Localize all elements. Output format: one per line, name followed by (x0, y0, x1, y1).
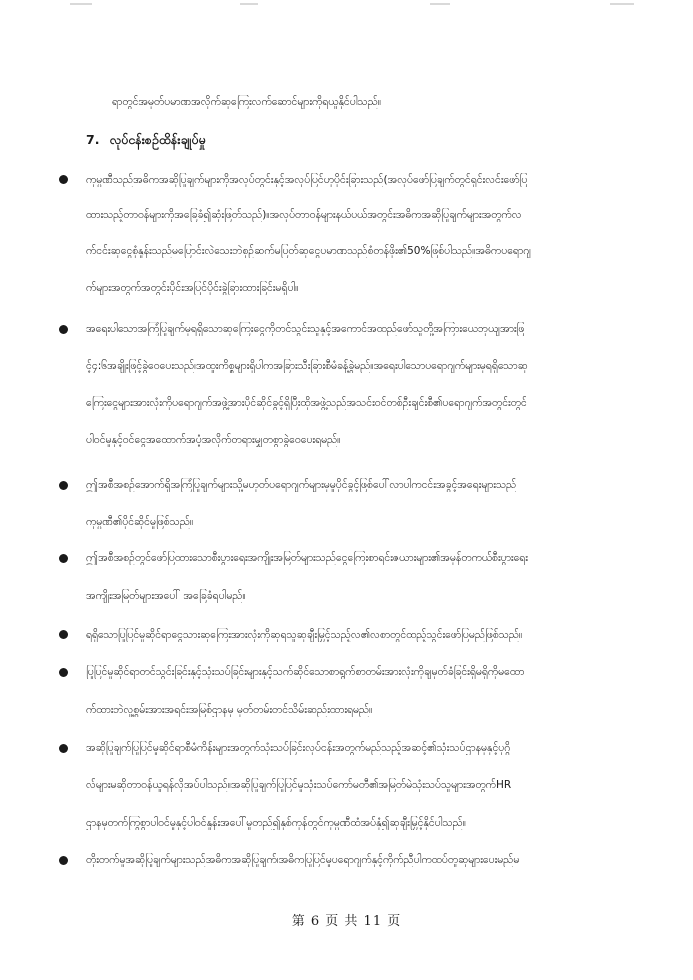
text-line: ပြုပြင်မှုဆိုင်ရာတင်သွင်းခြင်းနှင့်သုံးသပ်ခြင်းများနှင့်သက်ဆိုင်သောစာရွက်စာတမ်းအားလုံးကိုချမှတ်ခံခြင်းရှိမရှိကိုမထော (86, 666, 525, 678)
section-number: 7. (86, 132, 100, 147)
text-line: တိုးတက်မှုအဆိုပြုချက်များသည်အဓိကအဆိုပြုချက်၊အဓိကပြုပြင်မှုပရောဂျက်နှင့်ကိုက်ညီပါကထပ်တူဆုများပေးမည်မ (86, 854, 520, 866)
text-line: က်ငင်းဆုငွေစုံနှုန်းသည်မပြောင်းလဲသေးဘဲစုဉ်ဆက်မပြတ်ဆုငွေပမာဏသည်စံတန်ဖိုး၏50%ဖြစ်ပါသည်။အဓိကပရောဂျ (86, 245, 531, 257)
text-line: ရရှိသောပြုပြင်မှုဆိုင်ရာငွေသားဆုကြေးအားလုံးကိုဆုရသူဆုချီးမြှင့်သည့်လ၏လစာတွင်ထည့်သွင်းဖော်ပြမည်ဖြစ်သည်။ (86, 629, 523, 641)
bullet-icon (59, 856, 68, 865)
text-line: င့်၄:၆အချိုးဖြင့်ခွဲဝေပေးသည်၊အထူးကိစ္စများရှိပါကအခြားသီးခြားစီမံခန့်ခွဲမည်။အရေးပါသောပရောဂျက်များမှရရှိသောဆု (86, 360, 528, 372)
scan-mark (610, 3, 634, 5)
section-heading (86, 132, 206, 151)
section-title: လုပ်ငန်းစဉ်ထိန်းချုပ်မှု (109, 132, 206, 147)
page-number: 第 6 页 共 11 页 (291, 914, 402, 929)
text-line: လ်များမဆိုတာဝန်ယူရန်လိုအပ်ပါသည်။အဆိုပြုချက်ပြုပြင်မှုသုံးသပ်ကော်မတီ၏အမြတ်မဲသုံးသပ်သူများအတွက်HR (86, 779, 512, 791)
bullet-icon (59, 325, 68, 334)
text-line: က်များအတွက်အတွင်းပိုင်းအပြင်ပိုင်းခွဲခြားထားခြင်းမရှိပါ။ (86, 282, 299, 294)
text-line: ဤအစီအစဉ်အောက်ရှိအကြံပြုချက်များသို့မဟုတ်ပရောဂျက်များမှမူပိုင်ခွင့်ဖြစ်ပေါ်လာပါကငင်းအခွင့်အရေးများသည် (86, 479, 517, 491)
text-line: ကြေးငွေများအားလုံးကိုပရောဂျက်အဖွဲ့အားပိုင်ဆိုင်ခွင့်ရှိပြီးထိုအဖွဲ့သည်အသင်းဝင်တစ်ဦးချင်းစီ၏ပရောဂျက်အတွင်းတွင် (86, 397, 527, 409)
scan-mark (70, 3, 92, 5)
text-line: က်ထားဘဲလူ့စွမ်းအားအရင်းအမြစ်ဌာနမှ မှတ်တမ်းတင်သိမ်းဆည်းထားရမည်။ (86, 704, 373, 716)
bullet-icon (59, 630, 68, 639)
text-line: အဆိုပြုချက်ပြုပြင်မှုဆိုင်ရာစီမံကိန်းများအတွက်သုံးသပ်ခြင်းလုပ်ငန်းအတွက်မည်သည့်အဆင့်၏သုံးသပ်ဌာနမှနှင့်ပုဂ္ဂိ (86, 742, 511, 754)
text-line: ကုမ္ပဏီသည်အဓိကအဆိုပြုချက်များကိုအလုပ်တွင်းနှင့်အလုပ်ပြင်ဟုပိုင်းခြားသည်(အလုပ်ဖော်ပြချက်တွင်ရှင်းလင်းဖော်ပြ (86, 174, 528, 186)
scan-mark (240, 3, 258, 5)
bullet-icon (59, 668, 68, 677)
text-line: အရေးပါသောအကြံပြုချက်မှရရှိသောဆုကြေးငွေကိုတင်သွင်းသူနှင့်အကောင်အထည်ဖော်သူတို့အကြားယေဘုယျအားဖြ (86, 323, 525, 335)
bullet-icon (59, 175, 68, 184)
scan-mark (430, 3, 450, 5)
text-line: အကျိုးအမြတ်များအပေါ် အခြေခံရပါမည်။ (86, 590, 246, 602)
text-line: ထားသည့်တာဝန်များကိုအခြေခံ၍ဆုံးဖြတ်သည်)။အလုပ်တာဝန်များနယ်ပယ်အတွင်းအဓိကအဆိုပြုချက်များအတွက်လ (86, 209, 522, 221)
text-line: ဤအစီအစဉ်တွင်ဖော်ပြထားသောစီးပွားရေးအကျိုးအမြတ်များသည်ငွေကြေးစာရင်းဇယားများ၏အမှန်တကယ်စီးပွားရေး (86, 552, 528, 564)
text-line: ကုမ္ပဏီ၏ပိုင်ဆိုင်မှုဖြစ်သည်။ (86, 516, 194, 528)
text-line: ဌာနမှတက်ကြွစွာပါဝင်မှုနှင့်ပါဝင်နှုန်းအပေါ်မူတည်၍နှစ်ကုန်တွင်ကုမ္ပဏီထံအပ်နှံ၍ဆုချီးမြှင့်နိုင်ပါသည်။ (86, 817, 466, 829)
bullet-icon (59, 481, 68, 490)
bullet-icon (59, 744, 68, 753)
bullet-icon (59, 554, 68, 563)
text-line: ပါဝင်မှုနှင့်ဝင်ငွေအထောက်အပံ့အလိုက်တရားမျှတစွာခွဲဝေပေးရမည်။ (86, 434, 341, 446)
text-line: ရာတွင်အမှတ်ပမာဏအလိုက်ဆုကြေးလက်ဆောင်များကိုရယူနိုင်ပါသည်။ (112, 96, 382, 108)
